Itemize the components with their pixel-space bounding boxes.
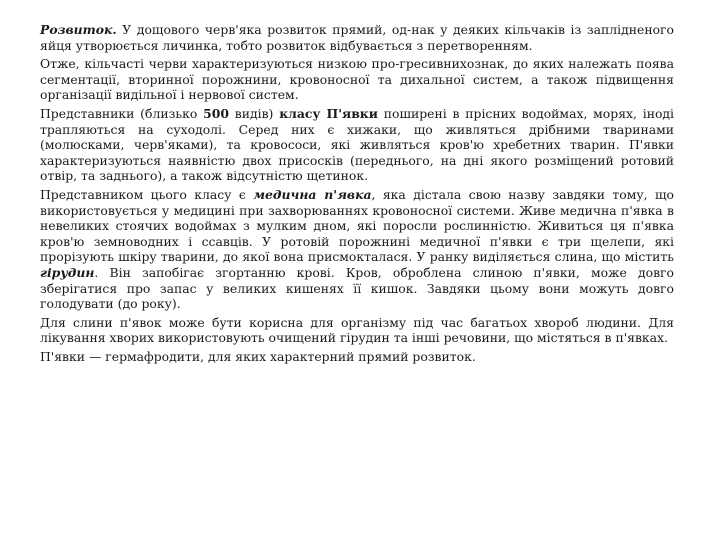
paragraph-text: Для слини п'явок може бути корисна для організму під час багатьох хвороб людини. Для лікування хворих використовують очищений гірудин та інші речовини, що містяться в п'явках. xyxy=(40,314,674,346)
paragraph-text: , яка дістала свою назву завдяки тому, що використовується у медицині при захворюваннях кровоносної системи. Живе медична п'явка в невеликих стоячих водоймах з мулким дном, які поросли рослинністю. Живиться ця п'явка кров'ю земноводних і ссавців. У ротовій порожнині медичної п'явки є три щелепи, які прорізують шкіру тварини, до якої вона присмокталася. У ранку виділяється слина, що містить xyxy=(40,186,674,265)
hirudin-term: гірудин xyxy=(40,264,95,280)
paragraph-text: Представники (близько xyxy=(40,105,204,121)
paragraph-medical-leech xyxy=(40,187,674,312)
paragraph-text: видів) xyxy=(228,105,280,121)
class-name-term: класу П'явки xyxy=(279,105,378,121)
paragraph-text: П'явки — гермафродити, для яких характерний прямий розвиток. xyxy=(40,348,476,364)
paragraph-hermaphrodites xyxy=(40,349,674,365)
paragraph-leeches-class xyxy=(40,106,674,184)
paragraph-text: поширені в прісних водоймах, морях, іноді трапляються на суходолі. Серед них є хижаки, що живляться дрібними тваринами (молюсками, черв'яками), та кровососи, які живляться кров'ю хребетних тварин. П'явки характеризуються наявністю двох присосків (переднього, на дні якого розміщений ротовий отвір, та заднього), а також відсутністю щетинок. xyxy=(40,105,675,184)
species-count: 500 xyxy=(203,105,229,121)
paragraph-development xyxy=(40,22,674,53)
paragraph-progressive-features xyxy=(40,56,674,103)
paragraph-text: Отже, кільчасті черви характеризуються низкою про-гресивнихознак, до яких належать поява сегментації, вторинної порожнини, кровоносної та дихальної систем, а також підвищення організації видільної і нервової систем. xyxy=(40,56,674,103)
lead-term-development: Розвиток. xyxy=(40,22,117,37)
paragraph-saliva-use xyxy=(40,315,674,346)
paragraph-text: У дощового черв'яка розвиток прямий, од-нак у деяких кільчаків із заплідненого яйця утворюється личинка, тобто розвиток відбувається з перетворенням. xyxy=(40,22,674,53)
medical-leech-term: медична п'явка xyxy=(253,186,372,202)
document-body xyxy=(40,22,674,367)
paragraph-text: Представником цього класу є xyxy=(40,186,254,202)
paragraph-text: . Він запобігає згортанню крові. Кров, оброблена слиною п'явки, може довго зберігатися про запас у великих кишенях її кишок. Завдяки цьому вони можуть довго голодувати (до року). xyxy=(40,264,674,312)
